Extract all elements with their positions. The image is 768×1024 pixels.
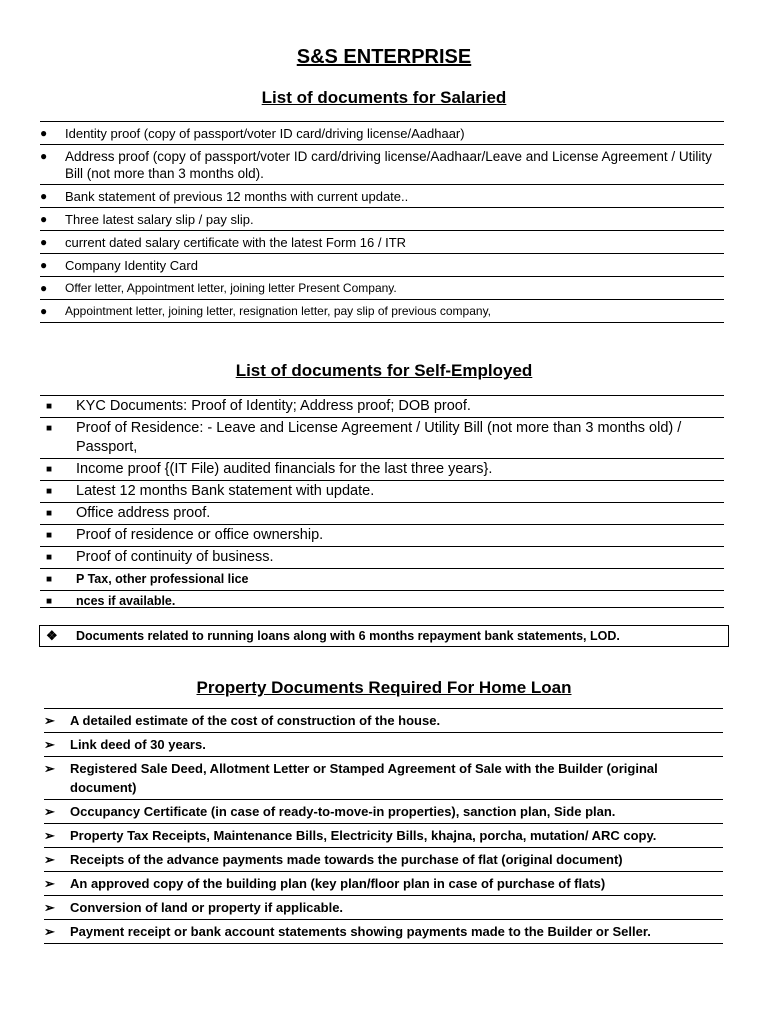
list-item-text: Income proof {(IT File) audited financials for the last three years}. (76, 461, 493, 477)
salaried-document-list (40, 121, 724, 323)
dot-bullet-icon: ● (40, 149, 48, 163)
list-item (40, 547, 724, 569)
list-item-text: Registered Sale Deed, Allotment Letter or Stamped Agreement of Sale with the Builder (original document) (70, 761, 658, 795)
arrow-bullet-icon: ➢ (44, 876, 55, 891)
dot-bullet-icon: ● (40, 189, 48, 203)
list-item (44, 872, 723, 896)
diamond-bullet-icon: ❖ (46, 628, 58, 643)
dot-bullet-icon: ● (40, 235, 48, 249)
square-bullet-icon: ■ (46, 574, 53, 585)
list-item (40, 525, 724, 547)
list-item (44, 757, 723, 800)
arrow-bullet-icon: ➢ (44, 900, 55, 915)
square-bullet-icon: ■ (46, 596, 53, 607)
list-item-text: Link deed of 30 years. (70, 737, 206, 752)
salaried-heading: List of documents for Salaried (261, 88, 507, 107)
list-item (40, 459, 724, 481)
list-item (40, 231, 724, 254)
dot-bullet-icon: ● (40, 304, 48, 318)
list-item-text: Three latest salary slip / pay slip. (65, 212, 254, 227)
list-item-text: An approved copy of the building plan (key plan/floor plan in case of purchase of flats) (70, 876, 606, 891)
arrow-bullet-icon: ➢ (44, 713, 55, 728)
property-heading: Property Documents Required For Home Loan (196, 678, 572, 697)
list-item-text: Appointment letter, joining letter, resignation letter, pay slip of previous company, (65, 304, 492, 318)
dot-bullet-icon: ● (40, 126, 48, 140)
square-bullet-icon: ■ (46, 530, 53, 541)
list-item-text: Latest 12 months Bank statement with update. (76, 483, 375, 499)
list-item-text: Proof of residence or office ownership. (76, 527, 324, 543)
running-loans-note-text: Documents related to running loans along with 6 months repayment bank statements, LOD. (76, 629, 620, 643)
list-item (40, 503, 724, 525)
list-item (40, 418, 724, 459)
self-employed-document-list (40, 395, 724, 612)
list-item-text: nces if available. (76, 594, 176, 608)
list-item (44, 896, 723, 920)
list-item (40, 569, 724, 591)
square-bullet-icon: ■ (46, 401, 53, 412)
list-item-text: Identity proof (copy of passport/voter ID card/driving license/Aadhaar) (65, 126, 465, 141)
list-divider (40, 607, 724, 608)
list-item (40, 591, 724, 612)
square-bullet-icon: ■ (46, 464, 53, 475)
list-item-text: Occupancy Certificate (in case of ready-to-move-in properties), sanction plan, Side plan. (70, 804, 616, 819)
arrow-bullet-icon: ➢ (44, 761, 55, 776)
list-item-text: current dated salary certificate with the latest Form 16 / ITR (65, 235, 407, 250)
list-item-text: Property Tax Receipts, Maintenance Bills, Electricity Bills, khajna, porcha, mutation/ ARC copy. (70, 828, 657, 843)
arrow-bullet-icon: ➢ (44, 924, 55, 939)
list-item (44, 824, 723, 848)
list-item-text: Payment receipt or bank account statements showing payments made to the Builder or Seller. (70, 924, 651, 939)
list-item-text: Offer letter, Appointment letter, joining letter Present Company. (65, 281, 397, 295)
list-item (40, 254, 724, 277)
list-item-text: Receipts of the advance payments made towards the purchase of flat (original document) (70, 852, 623, 867)
list-item-text: Company Identity Card (65, 258, 198, 273)
list-item-text: KYC Documents: Proof of Identity; Address proof; DOB proof. (76, 398, 471, 414)
list-item (44, 848, 723, 872)
list-item (40, 300, 724, 323)
property-document-list (44, 708, 723, 944)
dot-bullet-icon: ● (40, 212, 48, 226)
list-item (40, 481, 724, 503)
arrow-bullet-icon: ➢ (44, 828, 55, 843)
list-item (40, 277, 724, 300)
arrow-bullet-icon: ➢ (44, 852, 55, 867)
square-bullet-icon: ■ (46, 552, 53, 563)
list-item-text: Office address proof. (76, 505, 211, 521)
list-item (44, 709, 723, 733)
list-item (44, 800, 723, 824)
list-item-text: Address proof (copy of passport/voter ID card/driving license/Aadhaar/Leave and License Agreement / Utility Bill (not more than 3 months old). (65, 149, 712, 181)
list-item (44, 733, 723, 757)
list-item (40, 208, 724, 231)
dot-bullet-icon: ● (40, 281, 48, 295)
list-item (40, 185, 724, 208)
list-item (40, 122, 724, 145)
square-bullet-icon: ■ (46, 423, 53, 434)
list-item-text: Conversion of land or property if applicable. (70, 900, 344, 915)
square-bullet-icon: ■ (46, 508, 53, 519)
list-item (40, 145, 724, 185)
dot-bullet-icon: ● (40, 258, 48, 272)
running-loans-note (39, 625, 729, 647)
list-item-text: Proof of continuity of business. (76, 549, 274, 565)
list-item-text: Bank statement of previous 12 months with current update.. (65, 189, 409, 204)
list-item-text: P Tax, other professional lice (76, 572, 249, 586)
arrow-bullet-icon: ➢ (44, 737, 55, 752)
square-bullet-icon: ■ (46, 486, 53, 497)
arrow-bullet-icon: ➢ (44, 804, 55, 819)
self-employed-heading: List of documents for Self-Employed (235, 361, 533, 380)
list-item (44, 920, 723, 944)
list-item-text: Proof of Residence: - Leave and License Agreement / Utility Bill (not more than 3 months old) / Passport, (76, 420, 682, 455)
list-item-text: A detailed estimate of the cost of construction of the house. (70, 713, 441, 728)
list-item (40, 396, 724, 418)
document-title: S&S ENTERPRISE (296, 46, 472, 68)
